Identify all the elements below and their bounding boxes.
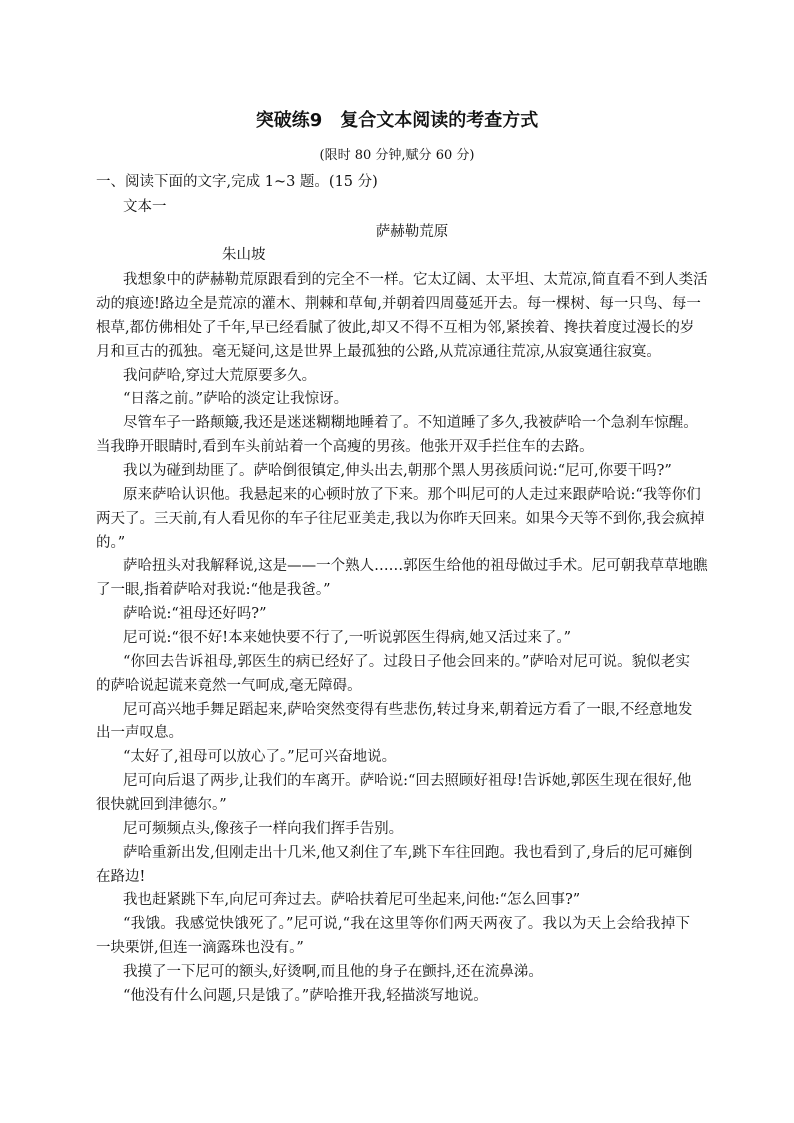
- text-line: “你回去告诉祖母,郭医生的病已经好了。过段日子他会回来的。”萨哈对尼可说。貌似老实: [123, 654, 690, 670]
- story-author: 朱山坡: [222, 247, 266, 263]
- text-line: 我问萨哈,穿过大荒原要多久。: [123, 368, 317, 384]
- text-line: 我想象中的萨赫勒荒原跟看到的完全不一样。它太辽阔、太平坦、太荒凉,简直看不到人类活: [123, 272, 708, 288]
- text-line: 的萨哈说起谎来竟然一气呵成,毫无障碍。: [96, 678, 362, 694]
- text-line: 根草,都仿佛相处了千年,早已经看腻了彼此,却又不得不互相为邻,紧挨着、搀扶着度过漫长的岁: [96, 320, 695, 336]
- text-line: “他没有什么问题,只是饿了。”萨哈推开我,轻描淡写地说。: [123, 988, 488, 1004]
- text-line: 尼可说:“很不好!本来她快要不行了,一听说郭医生得病,她又活过来了。”: [123, 630, 572, 646]
- time-limit-note: (限时 80 分钟,赋分 60 分): [319, 148, 475, 163]
- text-line: 月和亘古的孤独。毫无疑问,这是世界上最孤独的公路,从荒凉通往荒凉,从寂寞通往寂寞。: [96, 344, 661, 360]
- text-line: 出一声叹息。: [96, 725, 183, 741]
- text-line: 原来萨哈认识他。我悬起来的心顿时放了下来。那个叫尼可的人走过来跟萨哈说:“我等你们: [123, 487, 701, 503]
- text-line: 当我睁开眼睛时,看到车头前站着一个高瘦的男孩。他张开双手拦住车的去路。: [96, 439, 594, 455]
- text-line: 我以为碰到劫匪了。萨哈倒很镇定,伸头出去,朝那个黑人男孩质问说:“尼可,你要干吗?”: [123, 463, 672, 479]
- text-line: 尼可向后退了两步,让我们的车离开。萨哈说:“回去照顾好祖母!告诉她,郭医生现在很好,他: [123, 773, 692, 789]
- text-line: 我也赶紧跳下车,向尼可奔过去。萨哈扶着尼可坐起来,问他:“怎么回事?”: [123, 892, 581, 908]
- text-line: 我摸了一下尼可的额头,好烫啊,而且他的身子在颤抖,还在流鼻涕。: [123, 964, 543, 980]
- question-heading: 一、阅读下面的文字,完成 1~3 题。(15 分): [96, 174, 378, 190]
- text-line: 一块栗饼,但连一滴露珠也没有。”: [96, 940, 304, 956]
- text-line: 萨哈说:“祖母还好吗?”: [123, 606, 267, 622]
- text-line: “我饿。我感觉快饿死了。”尼可说,“我在这里等你们两天两夜了。我以为天上会给我掉下: [123, 916, 690, 932]
- text-line: 很快就回到津德尔。”: [96, 797, 227, 813]
- text-line: 萨哈重新出发,但刚走出十几米,他又刹住了车,跳下车往回跑。我也看到了,身后的尼可瘫倒: [123, 845, 693, 861]
- page-title: 突破练9 复合文本阅读的考查方式: [255, 110, 539, 131]
- text-line: 尼可高兴地手舞足蹈起来,萨哈突然变得有些悲伤,转过身来,朝着远方看了一眼,不经意地发: [123, 702, 693, 718]
- text-line: 动的痕迹!路边全是荒凉的灌木、荆棘和草甸,并朝着四周蔓延开去。每一棵树、每一只鸟、每一: [96, 296, 701, 312]
- text-line: 尼可频频点头,像孩子一样向我们挥手告别。: [123, 821, 404, 837]
- text-line: 在路边!: [96, 869, 146, 885]
- story-title: 萨赫勒荒原: [375, 224, 449, 240]
- text-line: “日落之前。”萨哈的淡定让我惊讶。: [123, 391, 349, 407]
- text-line: 了一眼,指着萨哈对我说:“他是我爸。”: [96, 582, 331, 598]
- text-line: 萨哈扭头对我解释说,这是——一个熟人……郭医生给他的祖母做过手术。尼可朝我草草地瞧: [123, 558, 708, 574]
- text-line: 两天了。三天前,有人看见你的车子往尼亚美走,我以为你昨天回来。如果今天等不到你,我会疯掉: [96, 511, 705, 527]
- text-line: “太好了,祖母可以放心了。”尼可兴奋地说。: [123, 749, 397, 765]
- text-line: 的。”: [96, 535, 126, 551]
- text-line: 尽管车子一路颠簸,我还是迷迷糊糊地睡着了。不知道睡了多久,我被萨哈一个急刹车惊醒。: [123, 415, 698, 431]
- text-label: 文本一: [123, 199, 167, 215]
